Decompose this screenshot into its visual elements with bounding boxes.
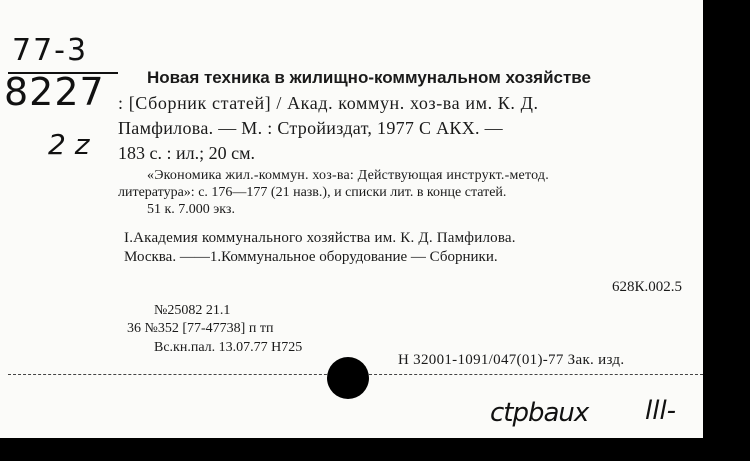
registry-line-2: 36 №352 [77-47738] п тп: [127, 321, 274, 336]
entry-line-4: 183 с. : ил.; 20 см.: [118, 143, 255, 163]
scan-border-right: [703, 0, 750, 461]
registry-line-3: Вс.кн.пал. 13.07.77 Н725: [154, 340, 303, 355]
scan-border-bottom: [0, 438, 750, 461]
classification-code: 628К.002.5: [612, 279, 683, 295]
handwritten-code-main: 8227: [4, 70, 105, 114]
entry-line-2: : [Сборник статей] / Акад. коммун. хоз-ва им. К. Д.: [118, 93, 539, 113]
subject-line-1: I.Академия коммунального хозяйства им. К. Д. Памфилова.: [124, 230, 516, 246]
footer-line: Н 32001-1091/047(01)-77 Зак. изд.: [398, 352, 625, 368]
handwritten-code-small: 2 z: [48, 128, 90, 161]
handwritten-signature-left: ctpbaux: [490, 398, 589, 428]
registry-line-1: №25082 21.1: [154, 303, 231, 318]
handwritten-signature-right: lll-: [645, 396, 677, 426]
punch-hole: [327, 357, 369, 399]
note-line-1: «Экономика жил.-коммун. хоз-ва: Действующая инструкт.-метод.: [147, 168, 549, 183]
handwritten-code-top: 77-3: [12, 33, 89, 68]
note-line-2: литература»: с. 176—177 (21 назв.), и списки лит. в конце статей.: [118, 185, 507, 200]
entry-line-3: Памфилова. — М. : Стройиздат, 1977 С АКХ. —: [118, 118, 503, 138]
note-line-3: 51 к. 7.000 экз.: [147, 202, 235, 217]
subject-line-2: Москва. ——1.Коммунальное оборудование — Сборники.: [124, 249, 498, 265]
book-title: Новая техника в жилищно-коммунальном хозяйстве: [147, 68, 591, 87]
